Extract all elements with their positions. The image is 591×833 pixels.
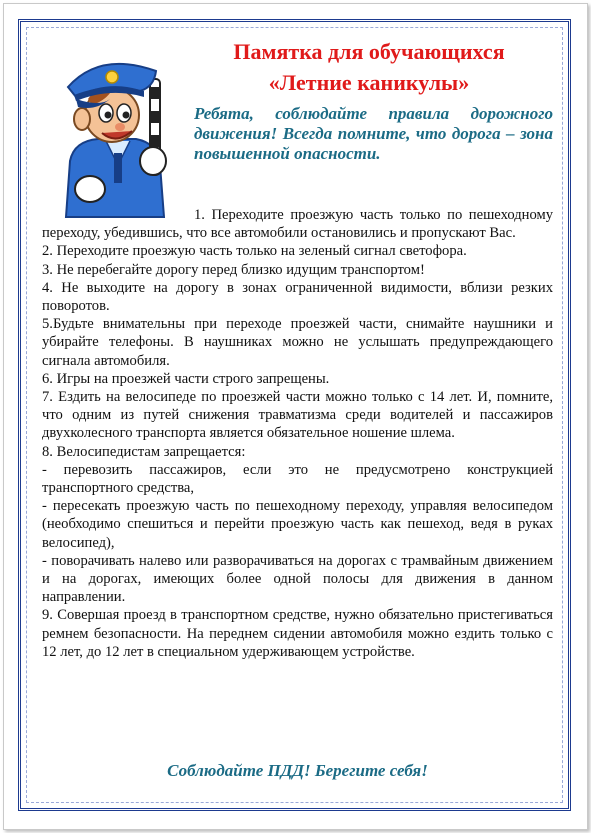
rule-item: 3. Не перебегайте дорогу перед близко идущим транспортом! [42, 261, 425, 278]
rule-item: 7. Ездить на велосипеде по проезжей части можно только с 14 лет. И, помните, что одним из путей снижения травматизма среди водителей и пассажиров двухколесного транспорта является обязательное ношение шлема. [42, 389, 553, 442]
rule-item: 5.Будьте внимательны при переходе проезжей части, снимайте наушники и убирайте телефоны. В наушниках можно не услышать предупреждающего сигнала автомобиля. [42, 316, 553, 369]
rule-item: 6. Игры на проезжей части строго запрещены. [42, 370, 330, 387]
rule-subitem: - пересекать проезжую часть по пешеходному переходу, управляя велосипедом (необходимо спешиться и перейти проезжую часть как пешеход, ведя в руках велосипед), [42, 498, 553, 551]
memo-sheet [3, 3, 588, 830]
rule-subitem: - перевозить пассажиров, если это не предусмотрено конструкцией транспортного средства, [42, 461, 553, 497]
traffic-officer-illustration [40, 41, 184, 221]
closing-slogan: Соблюдайте ПДД! Берегите себя! [167, 761, 428, 780]
rule-item: 9. Совершая проезд в транспортном средстве, нужно обязательно пристегиваться ремнем безопасности. На переднем сидении автомобиля можно ездить только с 12 лет, до 12 лет в специальном удерживающем устройстве. [42, 607, 553, 660]
rule-item: 8. Велосипедистам запрещается: [42, 443, 246, 460]
rule-item: 1. Переходите проезжую часть только по пешеходному переходу, убедившись, что все автомобили остановились и пропускают Вас. [42, 207, 553, 242]
rules-list [42, 206, 553, 661]
rule-item: 2. Переходите проезжую часть только на зеленый сигнал светофора. [42, 243, 467, 260]
memo-subtitle: «Летние каникулы» [268, 70, 470, 95]
lead-paragraph: Ребята, соблюдайте правила дорожного движения! Всегда помните, что дорога – зона повышенной опасности. [194, 104, 553, 163]
rule-subitem: - поворачивать налево или разворачиваться на дорогах с трамвайным движением и на дорогах, имеющих более одной полосы для движения в данном направлении. [42, 552, 553, 606]
rule-item: 4. Не выходите на дорогу в зонах ограниченной видимости, вблизи резких поворотов. [42, 279, 553, 315]
memo-title: Памятка для обучающихся [233, 39, 505, 64]
